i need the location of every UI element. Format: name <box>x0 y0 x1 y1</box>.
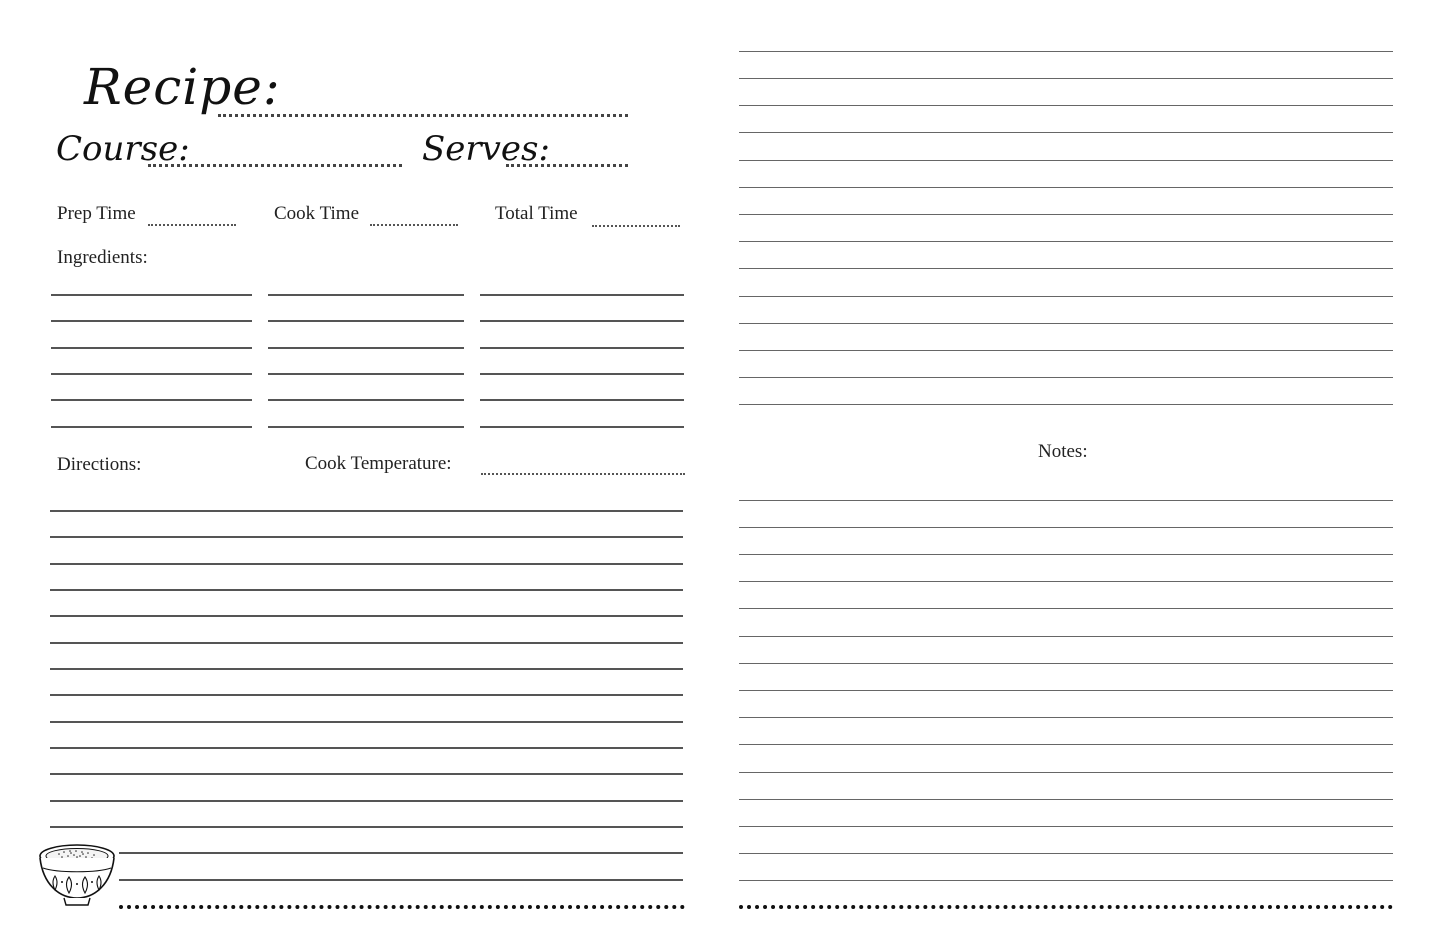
right-bottom-dotted-rule <box>739 905 1393 909</box>
writing-line[interactable] <box>739 296 1393 297</box>
direction-line[interactable] <box>50 668 683 670</box>
course-field[interactable] <box>148 164 402 167</box>
note-line[interactable] <box>739 853 1393 854</box>
ingredient-line[interactable] <box>480 426 684 428</box>
directions-label: Directions: <box>57 454 142 475</box>
ingredient-line[interactable] <box>480 347 684 349</box>
prep-time-label: Prep Time <box>57 203 136 224</box>
recipe-label: Recipe: <box>84 58 281 116</box>
ingredient-line[interactable] <box>51 320 252 322</box>
note-line[interactable] <box>739 500 1393 501</box>
cook-time-field[interactable] <box>370 224 458 226</box>
serves-field[interactable] <box>506 164 628 167</box>
ingredient-line[interactable] <box>51 399 252 401</box>
ingredient-line[interactable] <box>480 399 684 401</box>
ingredient-line[interactable] <box>480 373 684 375</box>
left-bottom-dotted-rule <box>119 905 685 909</box>
direction-line[interactable] <box>50 747 683 749</box>
ingredient-line[interactable] <box>480 320 684 322</box>
direction-line[interactable] <box>119 879 683 881</box>
writing-line[interactable] <box>739 377 1393 378</box>
note-line[interactable] <box>739 663 1393 664</box>
writing-line[interactable] <box>739 132 1393 133</box>
direction-line[interactable] <box>119 852 683 854</box>
prep-time-field[interactable] <box>148 224 236 226</box>
note-line[interactable] <box>739 636 1393 637</box>
writing-line[interactable] <box>739 404 1393 405</box>
direction-line[interactable] <box>50 826 683 828</box>
note-line[interactable] <box>739 826 1393 827</box>
cook-temperature-field[interactable] <box>481 473 685 475</box>
notes-label: Notes: <box>1038 441 1088 462</box>
note-line[interactable] <box>739 880 1393 881</box>
direction-line[interactable] <box>50 536 683 538</box>
note-line[interactable] <box>739 608 1393 609</box>
writing-line[interactable] <box>739 51 1393 52</box>
direction-line[interactable] <box>50 800 683 802</box>
direction-line[interactable] <box>50 773 683 775</box>
serves-label: Serves: <box>422 129 550 169</box>
ingredient-line[interactable] <box>268 347 464 349</box>
writing-line[interactable] <box>739 160 1393 161</box>
ingredient-line[interactable] <box>51 347 252 349</box>
direction-line[interactable] <box>50 721 683 723</box>
note-line[interactable] <box>739 690 1393 691</box>
note-line[interactable] <box>739 527 1393 528</box>
note-line[interactable] <box>739 772 1393 773</box>
writing-line[interactable] <box>739 78 1393 79</box>
ingredient-line[interactable] <box>268 426 464 428</box>
ingredient-line[interactable] <box>268 373 464 375</box>
direction-line[interactable] <box>50 589 683 591</box>
ingredient-line[interactable] <box>268 294 464 296</box>
ingredients-label: Ingredients: <box>57 247 148 268</box>
ingredient-line[interactable] <box>51 426 252 428</box>
direction-line[interactable] <box>50 694 683 696</box>
direction-line[interactable] <box>50 615 683 617</box>
writing-line[interactable] <box>739 214 1393 215</box>
cook-temperature-label: Cook Temperature: <box>305 453 452 474</box>
ingredient-line[interactable] <box>51 294 252 296</box>
note-line[interactable] <box>739 799 1393 800</box>
note-line[interactable] <box>739 581 1393 582</box>
writing-line[interactable] <box>739 323 1393 324</box>
note-line[interactable] <box>739 744 1393 745</box>
cook-time-label: Cook Time <box>274 203 360 224</box>
direction-line[interactable] <box>50 642 683 644</box>
ingredient-line[interactable] <box>268 320 464 322</box>
ingredient-line[interactable] <box>268 399 464 401</box>
writing-line[interactable] <box>739 241 1393 242</box>
course-label: Course: <box>56 129 190 169</box>
writing-line[interactable] <box>739 350 1393 351</box>
writing-line[interactable] <box>739 105 1393 106</box>
note-line[interactable] <box>739 554 1393 555</box>
ingredient-line[interactable] <box>480 294 684 296</box>
writing-line[interactable] <box>739 187 1393 188</box>
note-line[interactable] <box>739 717 1393 718</box>
total-time-field[interactable] <box>592 225 680 227</box>
writing-line[interactable] <box>739 268 1393 269</box>
ingredient-line[interactable] <box>51 373 252 375</box>
direction-line[interactable] <box>50 563 683 565</box>
recipe-name-field[interactable] <box>218 114 628 117</box>
total-time-label: Total Time <box>495 203 578 224</box>
direction-line[interactable] <box>50 510 683 512</box>
bowl-illustration-icon <box>37 842 117 912</box>
